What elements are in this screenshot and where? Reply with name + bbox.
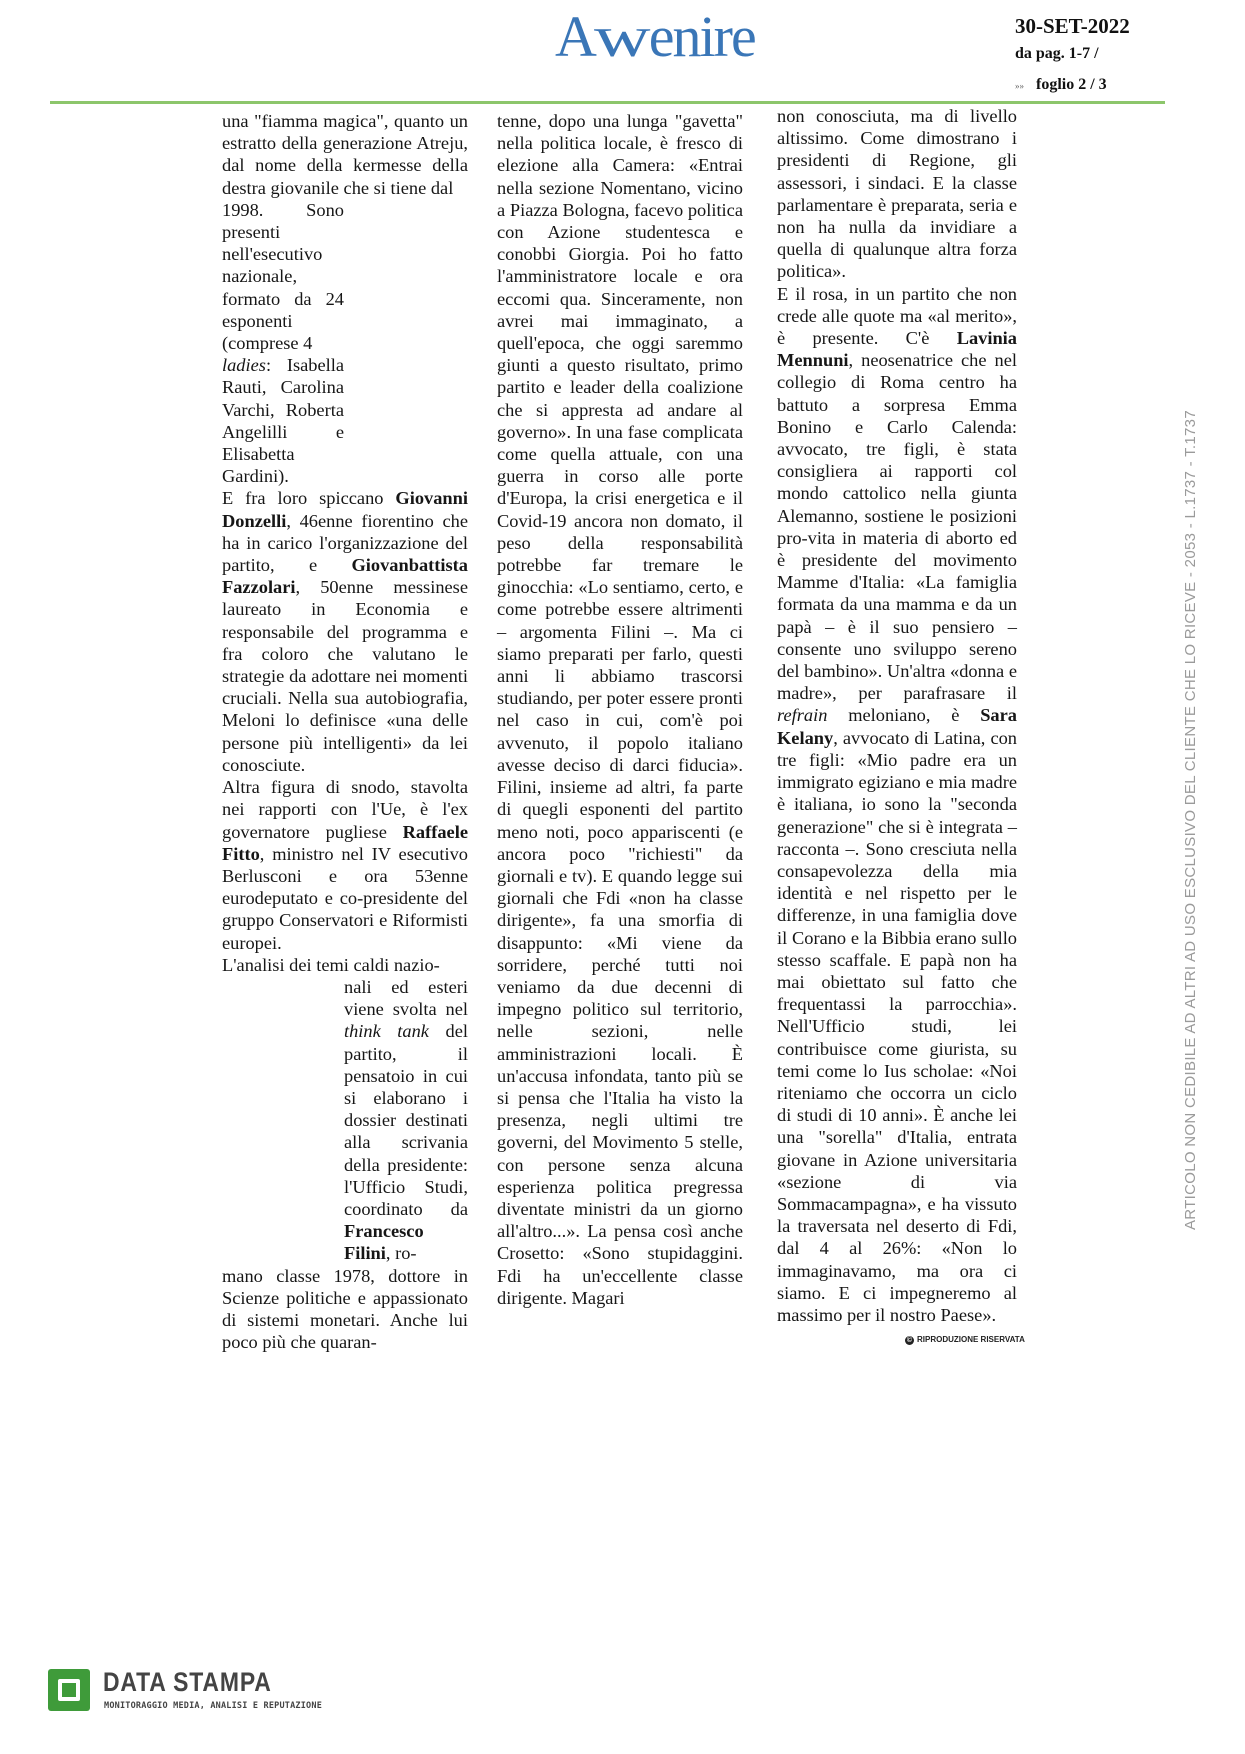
copyright-notice: © RIPRODUZIONE RISERVATA xyxy=(906,1335,1025,1344)
paragraph: 1998. Sono presenti nell'esecutivo nazionale, formato da 24 esponenti (comprese 4 xyxy=(222,199,344,354)
person-name: Sara Kelany xyxy=(777,705,1017,748)
paragraph: L'analisi dei temi caldi nazio- xyxy=(222,954,440,975)
logo-square-icon xyxy=(48,1669,90,1711)
paragraph: non conosciuta, ma di livello altissimo. Come dimostrano i presidenti di Regione, gli assessori, i sindaci. E la classe parlamentare è preparata, seria e non ha nulla da invidiare a quella di qualunque altra forza politica». xyxy=(777,106,1017,282)
article-column-1 xyxy=(222,110,468,1353)
sheet-reference: »» foglio 2 / 3 xyxy=(1015,76,1107,93)
publication-date: 30-SET-2022 xyxy=(1015,14,1130,38)
paragraph: ladies: Isabella Rauti, Carolina Varchi, Roberta Angelilli e Elisabetta Gardini). xyxy=(222,355,344,487)
page-reference: da pag. 1-7 / xyxy=(1015,45,1099,62)
paragraph: E fra loro spiccano Giovanni Donzelli, 46enne fiorentino che ha in carico l'organizzazione del partito, e Giovanbattista Fazzolari, 50enne messinese laureato in Economia e responsabile del programma e fra coloro che valutano le strategie da adottare nei momenti cruciali. Nella sua autobiografia, Meloni lo definisce «una delle persone più intelligenti» da lei conosciute. xyxy=(222,488,468,775)
narrow-text-block xyxy=(222,199,344,488)
paragraph: E il rosa, in un partito che non crede alle quote ma «al merito», è presente. C'è Lavinia Mennuni, neosenatrice che nel collegio di Roma centro ha battuto a sorpresa Emma Bonino e Carlo Calenda: avvocato, tre figli, è stata consigliera ai rapporti col mondo cattolico nella giunta Alemanno, sostiene le posizioni pro-vita in materia di aborto ed è presidente del movimento Mamme d'Italia: «La famiglia formata da una mamma e da un papà – è il suo pensiero – consente uno sviluppo sereno del bambino». Un'altra «donna e madre», per parafrasare il refrain meloniano, è Sara Kelany, avvocato di Latina, con tre figli: «Mio padre era un immigrato egiziano e mia madre è italiana, io sono la "seconda generazione" che si è integrata – racconta –. Sono cresciuta nella consapevolezza della mia identità e nel rispetto per le differenze, in una famiglia dove il Corano e la Bibbia erano sullo stesso scaffale. E papà non ha mai obiettato sul fatto che frequentassi la parrocchia». Nell'Ufficio studi, lei contribuisce come giurista, su temi come lo Ius scholae: «Noi riteniamo che occorra un ciclo di studi di 10 anni». È anche lei una "sorella" d'Italia, entrata giovane in Azione universitaria «sezione di via Sommacampagna», e ha vissuto la traversata nel deserto di Fdi, dal 4 al 26%: «Non lo immaginavamo, ma ora ci siamo. E ci impegneremo al massimo per il nostro Paese». xyxy=(777,283,1017,1325)
article-column-3 xyxy=(777,105,1017,1326)
paragraph: nali ed esteri viene svolta nel think tank del partito, il pensatoio in cui si elaborano i dossier destinati alla scrivania della presidente: l'Ufficio Studi, coordinato da Francesco Filini, ro- xyxy=(344,976,468,1264)
logo-brand: DATA STAMPA xyxy=(103,1667,272,1697)
paragraph: mano classe 1978, dottore in Scienze politiche e appassionato di sistemi monetari. Anche lui poco più che quaran- xyxy=(222,1265,468,1353)
person-name: Giovanni Donzelli xyxy=(222,488,468,531)
license-notice: ARTICOLO NON CEDIBILE AD ALTRI AD USO ESCLUSIVO DEL CLIENTE CHE LO RICEVE - 2053 - L.1737 - T.1737 xyxy=(1182,410,1199,1230)
article-column-2 xyxy=(497,110,743,1309)
copyright-icon: © xyxy=(906,1337,913,1344)
person-name: Lavinia Mennuni xyxy=(777,328,1017,371)
paragraph: una "fiamma magica", quanto un estratto della generazione Atreju, dal nome della kermesse della destra giovanile che si tiene dal xyxy=(222,111,468,198)
newspaper-masthead: Awenire xyxy=(555,4,755,69)
logo-tagline: MONITORAGGIO MEDIA, ANALISI E REPUTAZIONE xyxy=(104,1701,323,1711)
person-name: Raffaele Fitto xyxy=(222,821,468,864)
person-name: Francesco Filini xyxy=(344,1221,424,1264)
header-divider xyxy=(50,101,1165,104)
paragraph: tenne, dopo una lunga "gavetta" nella politica locale, è fresco di elezione alla Camera: «Entrai nella sezione Nomentano, vicino a Piazza Bologna, facevo politica con Azione studentesca e conobbi Giorgia. Poi ho fatto l'amministratore locale e ora eccomi qua. Sinceramente, non avrei mai immaginato, a quell'epoca, che oggi saremmo giunti a questo risultato, primo partito e leader della coalizione che si appresta ad andare al governo». In una fase complicata come quella attuale, con una guerra in corso alle porte d'Europa, la crisi energetica e il Covid-19 ancora non domato, il peso della responsabilità potrebbe far tremare le ginocchia: «Lo sentiamo, certo, e come potrebbe essere altrimenti – argomenta Filini –. Ma ci siamo preparati per farlo, questi anni li abbiamo trascorsi studiando, per poter essere pronti nel caso in cui, com'è poi avvenuto, il popolo italiano avesse deciso di darci fiducia». Filini, insieme ad altri, fa parte di quegli esponenti del partito meno noti, poco appariscenti (e ancora poco "richiesti" da giornali e tv). E quando legge sui giornali che Fdi «non ha classe dirigente», fa una smorfia di disappunto: «Mi viene da sorridere, perché tutti noi veniamo da due decenni di impegno politico sul territorio, nelle sezioni, nelle amministrazioni locali. È un'accusa infondata, tanto più se si pensa che l'Italia ha visto la presenza, negli ultimi tre governi, del Movimento 5 stelle, con persone senza alcuna esperienza politica pregressa diventate ministri da un giorno all'altro...». La pensa così anche Crosetto: «Sono stupidaggini. Fdi ha un'eccellente classe dirigente. Magari xyxy=(497,111,743,1308)
paragraph: Altra figura di snodo, stavolta nei rapporti con l'Ue, è l'ex governatore pugliese Raffaele Fitto, ministro nel IV esecutivo Berlusconi e ora 53enne eurodeputato e co-presidente del gruppo Conservatori e Riformisti europei. xyxy=(222,777,468,953)
person-name: Giovanbattista Fazzolari xyxy=(222,555,468,598)
indented-text-block xyxy=(344,976,468,1265)
continuation-arrow-icon: »» xyxy=(1015,81,1024,91)
data-stampa-logo xyxy=(48,1667,323,1727)
